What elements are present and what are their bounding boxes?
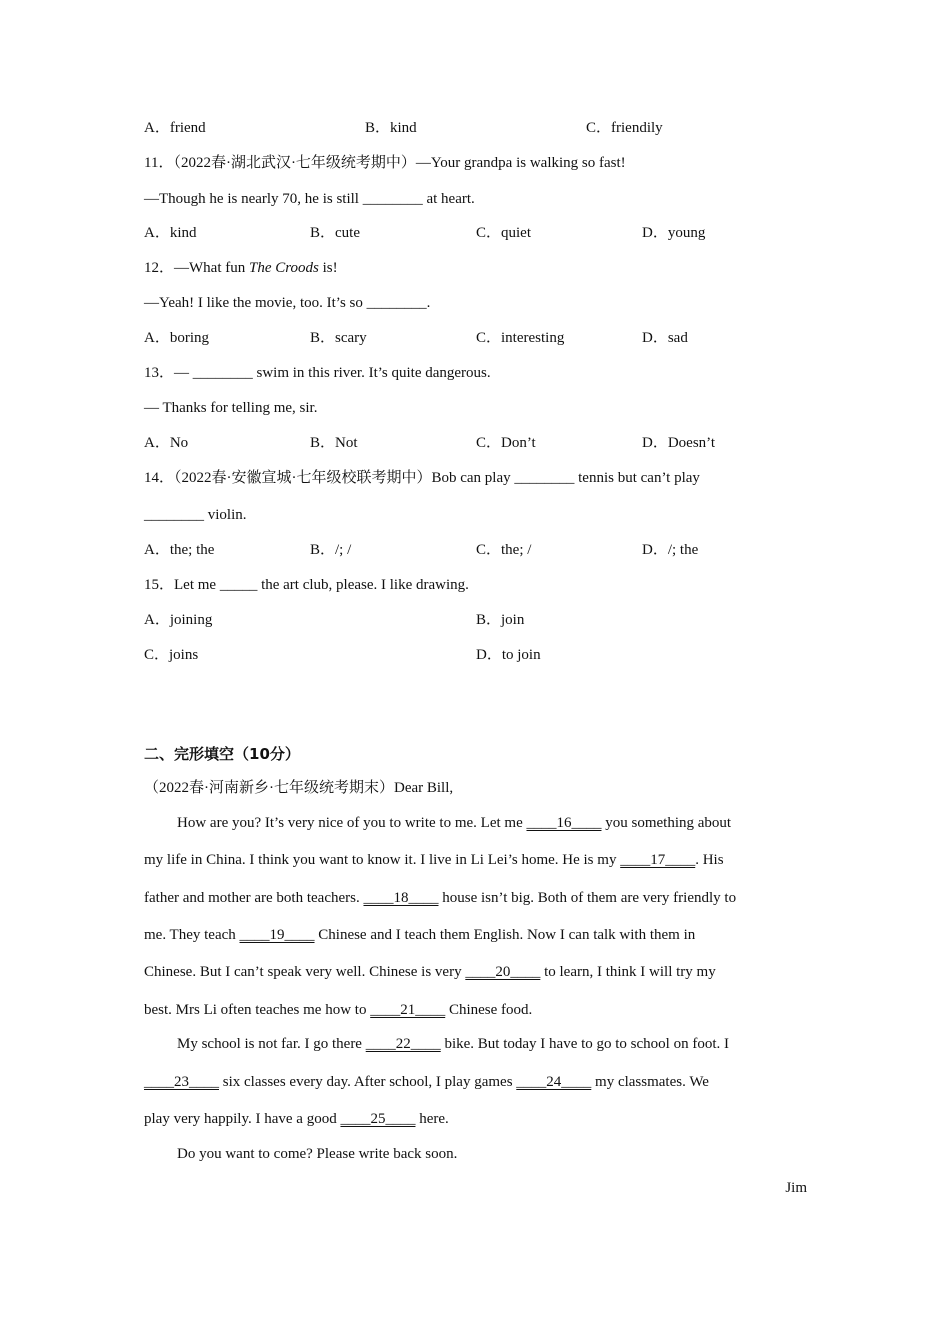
q11-stem: 11．（2022春·湖北武汉·七年级统考期中）—Your grandpa is walking so fast! [144, 155, 626, 171]
passage-source-greeting: （2022春·河南新乡·七年级统考期末）Dear Bill, [144, 780, 454, 796]
q11-line2 [144, 189, 475, 209]
q14-option-b: B．/; / [310, 542, 352, 558]
p2-line-3: play very happily. I have a good ____25____ here. [144, 1111, 449, 1127]
q10-option-a: A．friend [144, 120, 206, 136]
p1-line-2: my life in China. I think you want to know it. I live in Li Lei’s home. He is my ____17____. His [144, 852, 724, 868]
q14-option-a: A．the; the [144, 542, 215, 558]
q14-stem: 14．（2022春·安徽宣城·七年级校联考期中）Bob can play ________ tennis but can’t play [144, 470, 700, 486]
p1-line-4: me. They teach ____19____ Chinese and I teach them English. Now I can talk with them in [144, 927, 696, 943]
q13-line2: — Thanks for telling me, sir. [144, 400, 318, 416]
q13-option-b: B．Not [310, 435, 358, 451]
q15-option-a: A．joining [144, 612, 213, 628]
q12-option-d: D．sad [642, 330, 688, 346]
blank-18: ____18____ [363, 890, 439, 906]
blank-19: ____19____ [239, 927, 315, 943]
blank-24: ____24____ [516, 1074, 592, 1090]
blank-25: ____25____ [340, 1111, 416, 1127]
q11-option-b: B．cute [310, 225, 360, 241]
blank-22: ____22____ [365, 1036, 441, 1052]
blank-16: ____16____ [526, 815, 602, 831]
section-heading: 二、完形填空（10分） [144, 745, 300, 763]
q10-option-c: C．friendily [586, 120, 663, 136]
blank-23: ____23____ [144, 1074, 219, 1090]
p1-line-6: best. Mrs Li often teaches me how to ____21____ Chinese food. [144, 1002, 533, 1018]
q12-option-a: A．boring [144, 330, 209, 346]
p1-line-1: How are you? It’s very nice of you to write to me. Let me ____16____ you something about [177, 815, 732, 831]
p2-line-1: My school is not far. I go there ____22____ bike. But today I have to go to school on foot. I [177, 1036, 730, 1052]
q15-option-d: D．to join [476, 647, 541, 663]
blank-17: ____17____ [620, 852, 696, 868]
q11-option-c: C．quiet [476, 225, 531, 241]
blank-21: ____21____ [370, 1002, 446, 1018]
p1-line-5: Chinese. But I can’t speak very well. Chinese is very ____20____ to learn, I think I will try my [144, 964, 716, 980]
q12-movie-title: The Croods [248, 260, 319, 276]
signature: Jim [785, 1180, 807, 1196]
q11-line2-pre: —Though he is nearly 70, he is still [144, 191, 363, 207]
q12-stem-post: is! [318, 260, 338, 276]
q15-option-b: B．join [476, 612, 525, 628]
q11-option-d: D．young [642, 225, 706, 241]
q13-option-a: A．No [144, 435, 189, 451]
p1-line-3: father and mother are both teachers. ____18____ house isn’t big. Both of them are very friendly to [144, 890, 737, 906]
q12-stem [144, 258, 338, 278]
blank-20: ____20____ [465, 964, 541, 980]
q12-stem-pre: 12．—What fun [144, 260, 249, 276]
q13-stem: 13．— ________ swim in this river. It’s quite dangerous. [144, 365, 491, 381]
q15-option-c: C．joins [144, 647, 199, 663]
q11-option-a: A．kind [144, 225, 197, 241]
p3-line: Do you want to come? Please write back soon. [177, 1146, 458, 1162]
q10-option-b: B．kind [365, 120, 417, 136]
q12-option-c: C．interesting [476, 330, 565, 346]
q14-line2: ________ violin. [144, 507, 247, 523]
q11-blank: ________ [362, 191, 423, 207]
q11-line2-post: at heart. [422, 191, 475, 207]
q13-option-c: C．Don’t [476, 435, 536, 451]
p2-line-2: ____23____ six classes every day. After school, I play games ____24____ my classmates. We [144, 1074, 709, 1090]
q12-line2: —Yeah! I like the movie, too. It’s so ________. [144, 295, 431, 311]
q14-option-d: D．/; the [642, 542, 699, 558]
q14-option-c: C．the; / [476, 542, 532, 558]
q15-stem: 15．Let me _____ the art club, please. I like drawing. [144, 577, 469, 593]
q13-option-d: D．Doesn’t [642, 435, 716, 451]
q12-option-b: B．scary [310, 330, 367, 346]
